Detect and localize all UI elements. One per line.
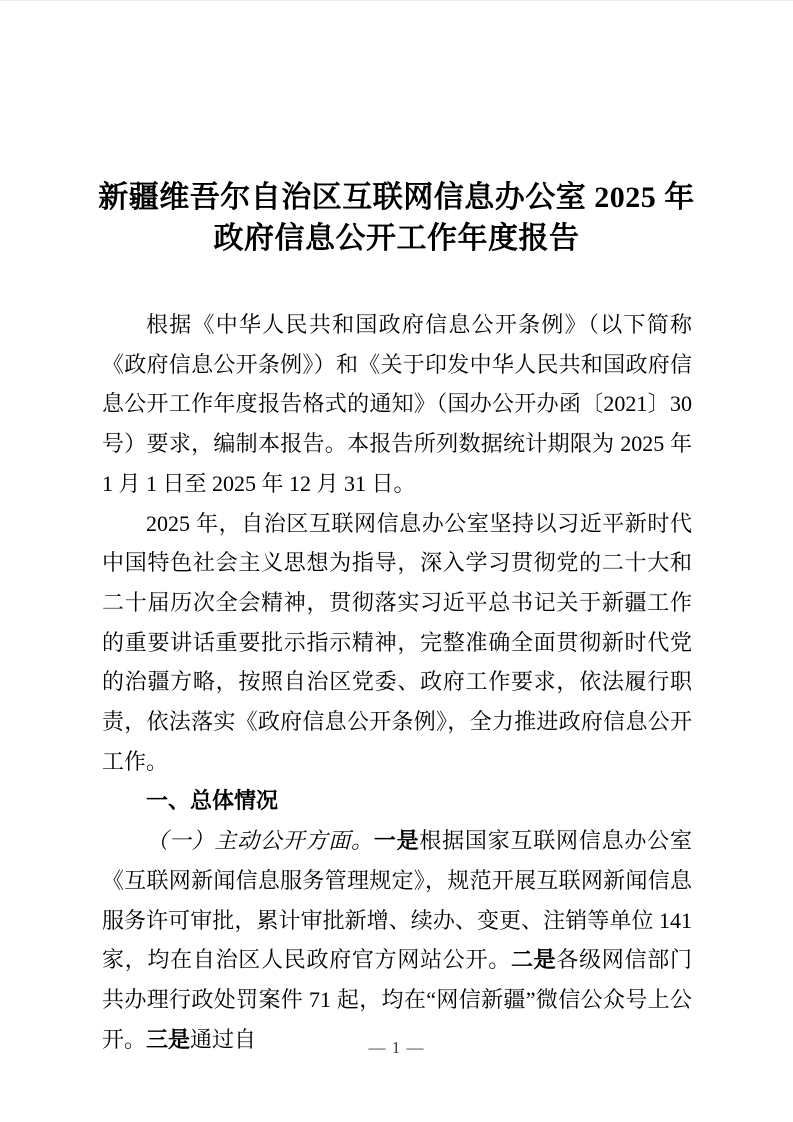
run-subsection-proactive-disclosure: （一）主动公开方面。	[146, 828, 374, 854]
document-title-line2: 政府信息公开工作年度报告	[213, 222, 580, 255]
document-title-line1: 新疆维吾尔自治区互联网信息办公室 2025 年	[98, 181, 695, 214]
section-heading-overall-situation: 一、总体情况	[146, 788, 279, 814]
paragraph-basis: 根据《中华人民共和国政府信息公开条例》（以下简称《政府信息公开条例》）和《关于印发中华人民共和国政府信息公开工作年度报告格式的通知》（国办公开办函〔2021〕30 号）要求，编制本报告。本报告所列数据统计期限为 2025 年 1 月 1 日至 2025 年 12 月 31 日。	[102, 312, 692, 496]
document-title	[52, 177, 741, 259]
run-text-third-point: 通过自	[190, 1026, 257, 1052]
paragraph-proactive-disclosure	[102, 821, 692, 1059]
run-text-first-point: 根据国家互联网信息办公室《互联网新闻信息服务管理规定》，规范开展互联网新闻信息服务许可审批，累计审批新增、续办、变更、注销等单位 141 家，均在自治区人民政府官方网站公开。	[102, 828, 692, 973]
paragraph-guiding-principles: 2025 年，自治区互联网信息办公室坚持以习近平新时代中国特色社会主义思想为指导，深入学习贯彻党的二十大和二十届历次全会精神，贯彻落实习近平总书记关于新疆工作的重要讲话重要批示指示精神，完整准确全面贯彻新时代党的治疆方略，按照自治区党委、政府工作要求，依法履行职责，依法落实《政府信息公开条例》，全力推进政府信息公开工作。	[102, 510, 692, 774]
page-number: — 1 —	[368, 1038, 425, 1057]
run-bold-second-point: 二是	[510, 947, 557, 973]
run-text-second-point: 各级网信部门共办理行政处罚案件 71 起，均在“网信新疆”微信公众号上公开。	[102, 947, 692, 1052]
run-bold-third-point: 三是	[146, 1026, 191, 1052]
run-bold-first-point: 一是	[373, 828, 420, 854]
document-body	[102, 305, 692, 1059]
